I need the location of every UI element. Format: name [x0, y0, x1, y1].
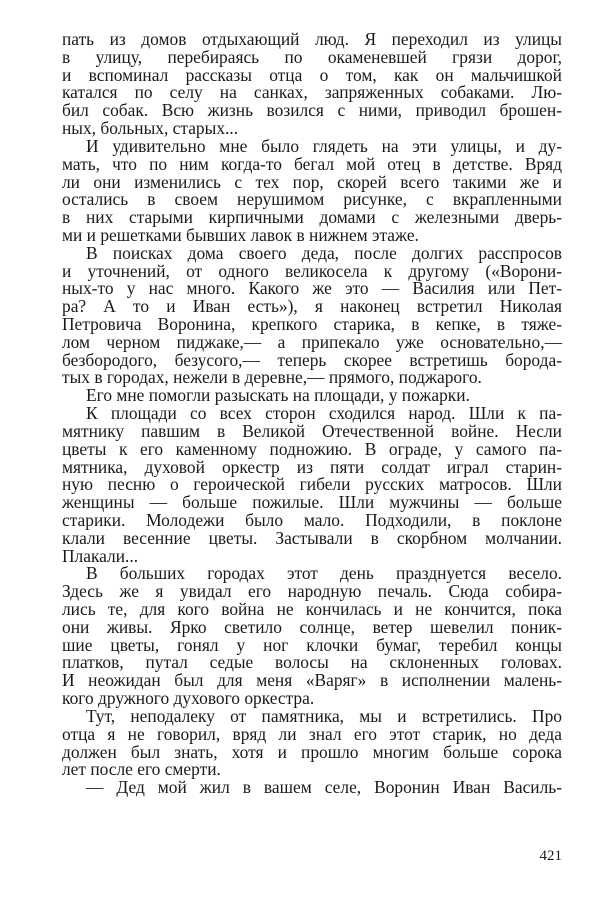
text-line: В больших городах этот день празднуется весело. [86, 563, 562, 584]
text-line: Тут, неподалеку от памятника, мы и встретились. Про [86, 705, 562, 726]
text-line: в улицу, перебираясь по окаменевшей грязи дорог, [62, 46, 562, 67]
text-line: В поисках дома своего деда, после долгих расспросов [86, 242, 562, 263]
text-line: платков, путал седые волосы на склоненных головах. [62, 652, 562, 673]
text-line: И неожидан был для меня «Варяг» в исполнении малень- [62, 670, 562, 691]
paragraph [62, 242, 562, 388]
text-line: и вспоминал рассказы отца о том, как он мальчишкой [62, 64, 562, 85]
text-line: тых в городах, нежели в деревне,— прямого, поджарого. [62, 367, 482, 388]
text-line: клали весенние цветы. Застывали в скорбном молчании. [62, 527, 562, 548]
page-body-text [62, 31, 562, 797]
text-line: Его мне помогли разыскать на площади, у пожарки. [86, 385, 470, 406]
text-line: бил собак. Всю жизнь возился с ними, приводил брошен- [62, 100, 562, 121]
paragraph [62, 705, 562, 780]
text-line: лом черном пиджаке,— а припекало уже основательно,— [62, 331, 562, 352]
text-line: старики. Молодежи было мало. Подходили, в поклоне [62, 509, 562, 530]
text-line: катался по селу на санках, запряженных собаками. Лю- [62, 82, 562, 103]
text-line: остались в своем нерушимом рисунке, с вкрапленными [62, 189, 562, 210]
text-line: они живы. Ярко светило солнце, ветер шевелил поник- [62, 616, 562, 637]
text-line: Петровича Воронина, крепкого старика, в кепке, в тяже- [62, 314, 562, 334]
paragraph [62, 135, 562, 245]
text-line: мятника, духовой оркестр из пяти солдат играл старин- [62, 456, 562, 477]
text-line: лись те, для кого война не кончилась и не кончится, пока [62, 599, 562, 619]
paragraph [62, 779, 562, 797]
text-line: ную песню о героической гибели русских матросов. Шли [62, 474, 562, 495]
text-line: Плакали... [62, 545, 139, 566]
text-line: отца я не говорил, вряд ли знал его этот старик, но деда [62, 723, 562, 744]
text-line: К площади со всех сторон сходился народ. Шли к па- [86, 403, 562, 424]
text-line: цветы к его каменному подножию. В ограде, у самого па- [62, 438, 562, 459]
text-line: ных-то у нас много. Какого же это — Василия или Пет- [62, 278, 562, 299]
paragraph [62, 31, 562, 138]
text-line: ра? А то и Иван есть»), я наконец встретил Николая [62, 296, 562, 317]
text-line: ми и решетками бывших лавок в нижнем этаже. [62, 224, 419, 245]
text-line: и уточнений, от одного великосела к другому («Ворони- [62, 260, 562, 281]
page-number: 421 [539, 848, 562, 864]
text-line: кого дружного духового оркестра. [62, 688, 315, 709]
text-line: в них старыми кирпичными домами с железными дверь- [62, 207, 562, 228]
text-line: шие цветы, гонял у ног клочки бумаг, теребил концы [62, 634, 562, 655]
text-line: мать, что по ним когда-то бегал мой отец в детстве. Вряд [62, 153, 562, 174]
text-line: лет после его смерти. [62, 759, 221, 780]
text-line: И удивительно мне было глядеть на эти улицы, и ду- [86, 135, 562, 156]
paragraph [62, 405, 562, 565]
text-line: пать из домов отдыхающий люд. Я переходил из улицы [62, 29, 562, 49]
text-line: должен был знать, хотя и прошло многим больше сорока [62, 741, 562, 762]
text-line: ных, больных, старых... [62, 118, 239, 139]
text-line: Здесь же я увидал его народную печаль. Сюда собира- [62, 581, 562, 602]
text-line: безбородого, безусого,— теперь скорее встретишь борода- [62, 349, 562, 370]
paragraph [62, 565, 562, 708]
text-line: ли они изменились с тех пор, скорей всего такими же и [62, 171, 562, 192]
text-line: — Дед мой жил в вашем селе, Воронин Иван Василь- [86, 777, 562, 798]
text-line: женщины — больше пожилые. Шли мужчины — больше [62, 492, 562, 513]
text-line: мятнику павшим в Великой Отечественной войне. Несли [62, 420, 562, 441]
